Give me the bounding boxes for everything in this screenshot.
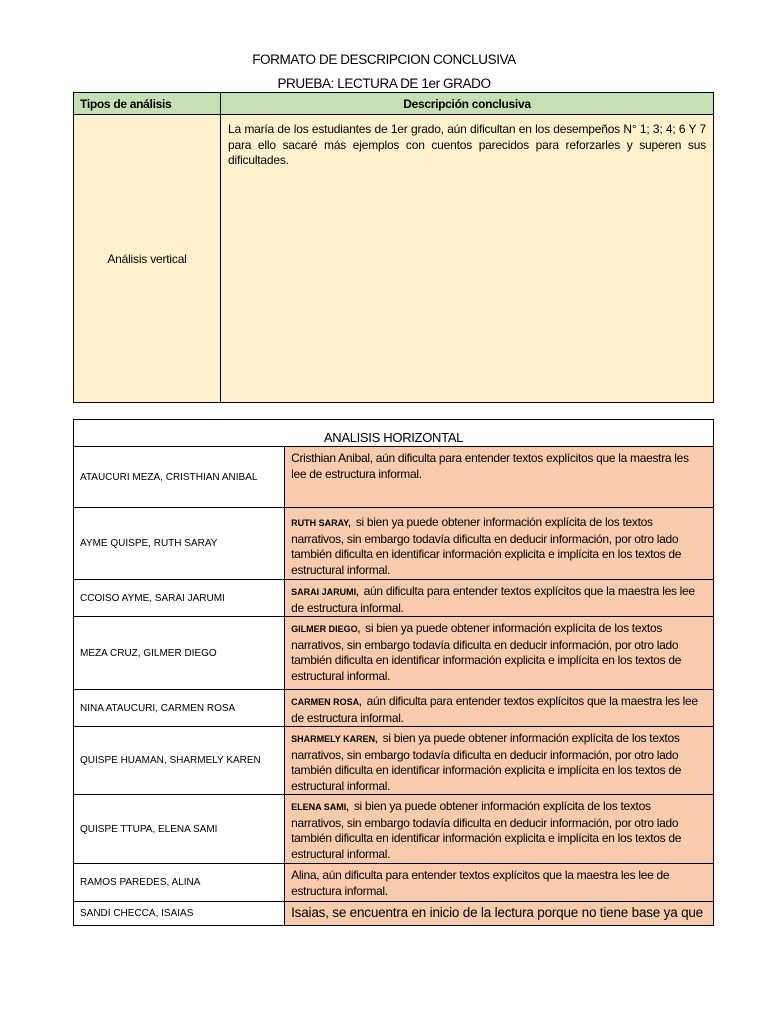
student-description <box>285 902 714 926</box>
description-text: Cristhian Anibal, aún dificulta para entender textos explícitos que la maestra les lee de estructura informal. <box>291 451 689 481</box>
student-description <box>285 690 714 727</box>
student-name: ATAUCURI MEZA, CRISTHIAN ANIBAL <box>74 447 285 508</box>
student-name: QUISPE TTUPA, ELENA SAMI <box>74 795 285 864</box>
horizontal-analysis-header: ANALISIS HORIZONTAL <box>74 420 714 447</box>
document-title: FORMATO DE DESCRIPCION CONCLUSIVA <box>252 52 516 67</box>
student-name: QUISPE HUAMAN, SHARMELY KAREN <box>74 727 285 795</box>
description-text: aún dificulta para entender textos explícitos que la maestra les lee de estructura informal. <box>291 694 698 725</box>
student-description <box>285 508 714 580</box>
student-first-name: CARMEN ROSA, <box>291 697 362 707</box>
document-subtitle: PRUEBA: LECTURA DE 1er GRADO <box>277 76 491 91</box>
conclusive-description-header: Descripción conclusiva <box>221 93 714 115</box>
table-row <box>74 864 714 902</box>
student-name: CCOISO AYME, SARAI JARUMI <box>74 580 285 617</box>
student-name: RAMOS PAREDES, ALINA <box>74 864 285 902</box>
table-row <box>74 902 714 926</box>
conclusive-description-table <box>73 92 714 403</box>
description-text: si bien ya puede obtener información explícita de los textos narrativos, sin embargo todavía dificulta en deducir información, por otro lado también dificulta en identificar información explicita e implícita en los textos de estructural informal. <box>291 799 682 861</box>
description-text: si bien ya puede obtener información explícita de los textos narrativos, sin embargo todavía dificulta en deducir información, por otro lado también dificulta en identificar información explicita e implícita en los textos de estructural informal. <box>291 515 682 577</box>
student-first-name: ELENA SAMI, <box>291 802 349 812</box>
table-row <box>74 690 714 727</box>
vertical-analysis-text: La maría de los estudiantes de 1er grado, aún dificultan en los desempeños N° 1; 3; 4; 6 Y 7 para ello sacaré más ejemplos con cuentos parecidos para reforzarles y superen sus dificultades. <box>221 115 714 403</box>
table-row <box>74 580 714 617</box>
student-description <box>285 864 714 902</box>
student-description <box>285 447 714 508</box>
student-description <box>285 617 714 690</box>
table-row <box>74 508 714 580</box>
vertical-analysis-label: Análisis vertical <box>74 115 221 403</box>
table-header-row <box>74 93 714 115</box>
student-description <box>285 795 714 864</box>
student-first-name: GILMER DIEGO, <box>291 624 361 634</box>
student-description <box>285 580 714 617</box>
description-text: Alina, aún dificulta para entender textos explícitos que la maestra les lee de estructura informal. <box>291 868 670 898</box>
description-text: si bien ya puede obtener información explícita de los textos narrativos, sin embargo todavía dificulta en deducir información, por otro lado también dificulta en identificar información explicita e implícita en los textos de estructural informal. <box>291 621 682 683</box>
description-text: Isaias, se encuentra en inicio de la lectura porque no tiene base ya que <box>291 905 703 920</box>
student-name: AYME QUISPE, RUTH SARAY <box>74 508 285 580</box>
table-header-row <box>74 420 714 447</box>
table-row <box>74 115 714 403</box>
table-row <box>74 727 714 795</box>
student-first-name: SHARMELY KAREN, <box>291 734 378 744</box>
student-name: MEZA CRUZ, GILMER DIEGO <box>74 617 285 690</box>
description-text: aún dificulta para entender textos explícitos que la maestra les lee de estructura informal. <box>291 584 695 615</box>
student-description <box>285 727 714 795</box>
student-name: SANDI CHECCA, ISAIAS <box>74 902 285 926</box>
table-row <box>74 447 714 508</box>
analysis-type-header: Tipos de análisis <box>74 93 221 115</box>
table-row <box>74 617 714 690</box>
student-name: NINA ATAUCURI, CARMEN ROSA <box>74 690 285 727</box>
description-text: si bien ya puede obtener información explícita de los textos narrativos, sin embargo todavía dificulta en deducir información, por otro lado también dificulta en identificar información explicita e implícita en los textos de estructural informal. <box>291 731 682 793</box>
student-first-name: RUTH SARAY, <box>291 518 351 528</box>
table-row <box>74 795 714 864</box>
student-first-name: SARAI JARUMI, <box>291 587 359 597</box>
horizontal-analysis-table <box>73 419 714 926</box>
